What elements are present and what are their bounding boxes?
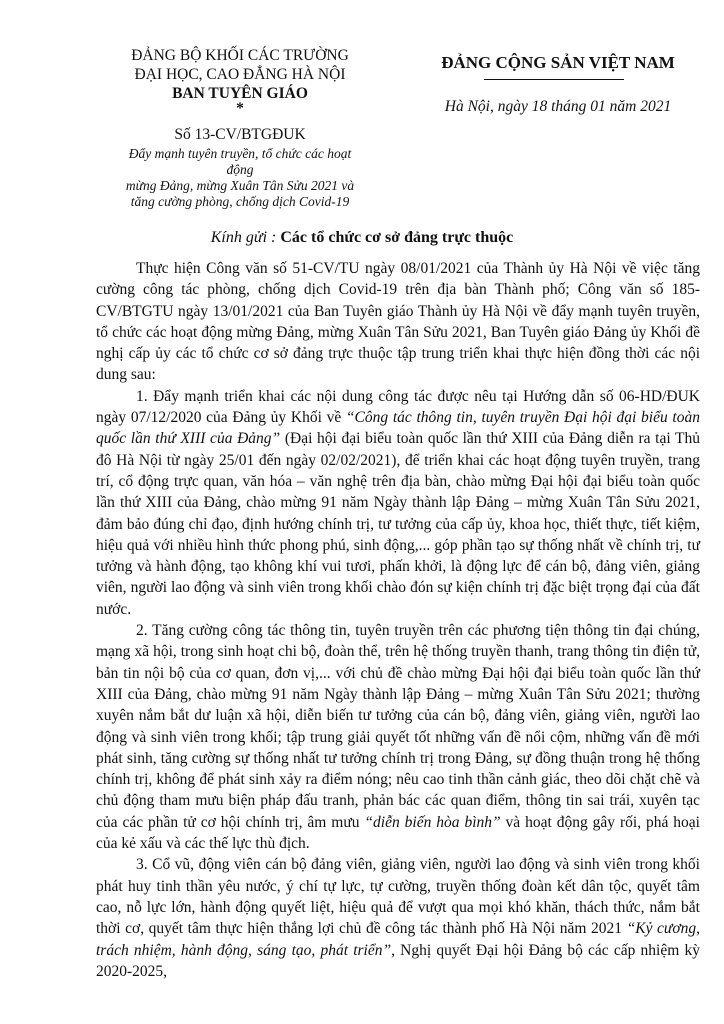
paragraph-3-text: , Nghị quyết Đại hội Đảng bộ các cấp nhiệm kỳ 2020-2025, — [96, 941, 700, 980]
document-subject — [120, 146, 360, 210]
department-name: BAN TUYÊN GIÁO — [172, 85, 308, 102]
recipient-line — [0, 229, 724, 247]
paragraph-1-text: (Đại hội đại biểu toàn quốc lần thứ XIII của Đảng diễn ra tại Thủ đô Hà Nội từ ngày 25/01 đến ngày 02/02/2021), để triển khai các hoạt động tuyên truyền, trang trí, cổ động trực quan, văn hóa – văn nghệ trên địa bàn, chào mừng Đại hội đại biểu toàn quốc lần thứ XIII của Đảng, chào mừng 91 năm Ngày thành lập Đảng – mừng Xuân Tân Sửu 2021, đảm bảo đúng chỉ đạo, định hướng chính trị, tư tưởng của cấp ủy, khoa học, thiết thực, tiết kiệm, hiệu quả với nhiều hình thức phong phú, sinh động,... góp phần tạo sự thống nhất về chính trị, tư tưởng và hành động, tạo không khí vui tươi, phấn khởi, là động lực để cán bộ, đảng viên, giảng viên, người lao động và sinh viên trong khối chào đón sự kiện chính trị đặc biệt trọng đại của đất nước. — [96, 430, 700, 618]
paragraph-2-text: và hoạt động gây rối, phá hoại của kẻ xấu và các thế lực thù địch. — [96, 813, 700, 853]
paragraph-3-text: 3. Cổ vũ, động viên cán bộ đảng viên, giảng viên, người lao động và sinh viên trong khối phát huy tinh thần yêu nước, ý chí tự lực, tự cường, truyền thống đoàn kết dân tộc, quyết tâm cao, nỗ lực lớn, hành động quyết liệt, hiệu quả để vượt qua mọi khó khăn, thách thức, nắm bắt thời cơ, quyết tâm thực hiện thắng lợi chủ đề công tác thành phố Hà Nội năm 2021 — [96, 856, 700, 938]
document-body — [96, 258, 700, 982]
star-mark: * — [236, 100, 244, 117]
subject-line: tăng cường phòng, chống dịch Covid-19 — [130, 194, 350, 209]
city-theme-quote: “Kỷ cương, trách nhiệm, hành động, sáng tạo, phát triển” — [96, 920, 700, 959]
document-date: Hà Nội, ngày 18 tháng 01 năm 2021 — [444, 98, 672, 115]
org-name-line1: ĐẢNG BỘ KHỐI CÁC TRƯỜNG — [131, 47, 349, 64]
paragraph-2-text: 2. Tăng cường công tác thông tin, tuyên truyền trên các phương tiện thông tin đại chúng, mạng xã hội, trong sinh hoạt chi bộ, đoàn thể, trên hệ thống truyền thanh, trang thông tin điện tử, bản tin nội bộ của cơ quan, đơn vị,... với chủ đề chào mừng Đại hội đại biểu toàn quốc lần thứ XIII của Đảng, chào mừng 91 năm Ngày thành lập Đảng – mừng Xuân Tân Sửu 2021; thường xuyên nắm bắt dư luận xã hội, diễn biến tư tưởng của cán bộ, đảng viên, giảng viên, người lao động và sinh viên trong khối; tập trung giải quyết tốt những vấn đề nổi cộm, những vấn đề mới phát sinh, tăng cường sự thống nhất tư tưởng chính trị trong Đảng, sự đồng thuận trong hệ thống chính trị, không để phát sinh xảy ra điểm nóng; nêu cao tinh thần cảnh giác, theo dõi chặt chẽ và chủ động tham mưu biện pháp đấu tranh, phản bác các quan điểm, thông tin sai trái, xuyên tạc của các phần tử cơ hội chính trị, âm mưu — [96, 622, 700, 831]
issuing-org-block — [120, 46, 360, 210]
paragraph-1-text: 1. Đẩy mạnh triển khai các nội dung công tác được nêu tại Hướng dẫn số 06-HD/ĐUK ngày 07/12/2020 của Đảng ủy Khối về — [96, 387, 700, 427]
subject-line: mừng Đảng, mừng Xuân Tân Sửu 2021 và — [125, 178, 355, 193]
org-name-line2: ĐẠI HỌC, CAO ĐẲNG HÀ NỘI — [134, 66, 346, 83]
quoted-phrase: “diễn biến hòa bình” — [364, 813, 501, 831]
paragraph-1 — [96, 386, 700, 620]
paragraph-intro: Thực hiện Công văn số 51-CV/TU ngày 08/01/2021 của Thành ủy Hà Nội về việc tăng cường công tác phòng, chống dịch Covid-19 trên địa bàn Thành phố; Công văn số 185-CV/BTGTU ngày 13/01/2021 của Ban Tuyên giáo Thành ủy Hà Nội về đẩy mạnh tuyên truyền, tổ chức các hoạt động mừng Đảng, mừng Xuân Tân Sửu 2021, Ban Tuyên giáo Đảng ủy Khối đề nghị cấp ủy các tổ chức cơ sở đảng trực thuộc tập trung triển khai thực hiện đồng thời các nội dung sau: — [96, 260, 700, 384]
subject-line: Đẩy mạnh tuyên truyền, tổ chức các hoạt động — [128, 146, 352, 177]
paragraph-3 — [96, 854, 700, 982]
party-name: ĐẢNG CỘNG SẢN VIỆT NAM — [441, 53, 675, 72]
party-underline — [484, 79, 624, 80]
guideline-title: “Công tác thông tin, tuyên truyền Đại hội đại biểu toàn quốc lần thứ XIII của Đảng” — [96, 409, 700, 448]
paragraph-2 — [96, 620, 700, 854]
recipient-value: Các tổ chức cơ sở đảng trực thuộc — [280, 229, 514, 246]
document-number: Số 13-CV/BTGĐUK — [174, 126, 306, 143]
recipient-label: Kính gửi : — [210, 229, 277, 246]
